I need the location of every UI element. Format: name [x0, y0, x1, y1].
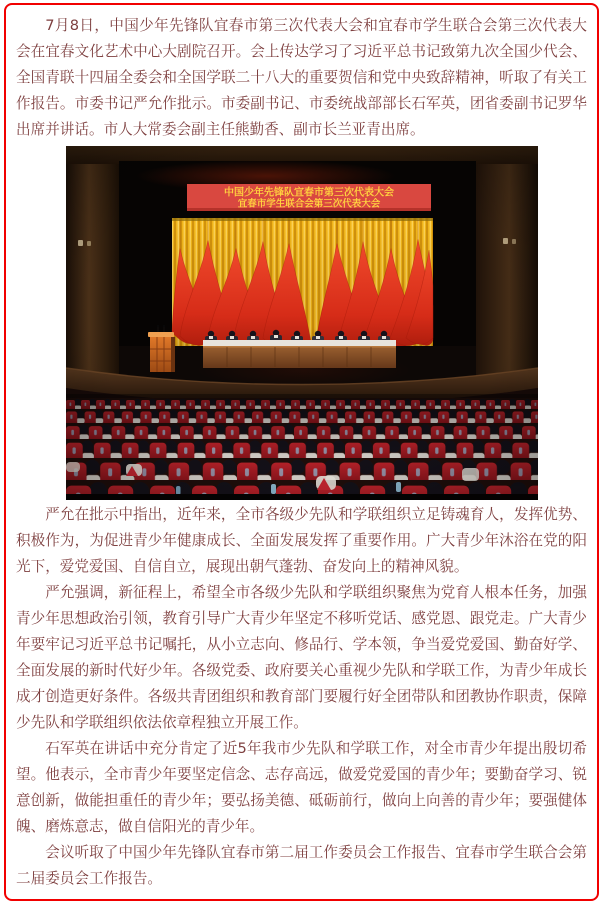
paragraph-3: 严允强调，新征程上，希望全市各级少先队和学联组织聚焦为党育人根本任务，加强青少年思想政治引领，教育引导广大青少年坚定不移听党话、感党恩、跟党走。广大青少年要牢记习近平总书记嘱托，从小立志向、修品行、学本领，争当爱党爱国、勤奋好学、全面发展的新时代好少年。各级党委、政府要关心重视少先队和学联工作，为青少年成长成才创造更好条件。各级共青团组织和教育部门要履行好全团带队和团教协作职责，保障少先队和学联组织依法依章程独立开展工作。 [16, 584, 587, 731]
article-body [16, 13, 587, 892]
conference-photo [66, 146, 538, 500]
photo-vignette [66, 146, 538, 500]
paragraph-1: 7月8日，中国少年先锋队宜春市第三次代表大会和宜春市学生联合会第三次代表大会在宜春文化艺术中心大剧院召开。会上传达学习了习近平总书记致第九次全国少代会、全国青联十四届全委会和全国学联二十八大的重要贺信和党中央致辞精神，听取了有关工作报告。市委书记严允作批示。市委副书记、市委统战部部长石军英，团省委副书记罗华出席并讲话。市人大常委会副主任熊勤香、副市长兰亚青出席。 [16, 17, 587, 138]
paragraph-5: 会议听取了中国少年先锋队宜春市第二届工作委员会工作报告、宜春市学生联合会第二届委员会工作报告。 [16, 844, 587, 887]
paragraph-4: 石军英在讲话中充分肯定了近5年我市少先队和学联工作，对全市青少年提出殷切希望。他表示，全市青少年要坚定信念、志存高远，做爱党爱国的青少年；要勤奋学习、锐意创新，做能担重任的青少年；要弘扬美德、砥砺前行，做向上向善的青少年；要强健体魄、磨炼意志，做自信阳光的青少年。 [16, 740, 587, 835]
article-page [4, 3, 599, 901]
paragraph-2: 严允在批示中指出，近年来，全市各级少先队和学联组织立足铸魂育人，发挥优势、积极作为，为促进青少年健康成长、全面发展发挥了重要作用。广大青少年沐浴在党的阳光下，爱党爱国、自信自立，展现出朝气蓬勃、奋发向上的精神风貌。 [16, 506, 587, 575]
